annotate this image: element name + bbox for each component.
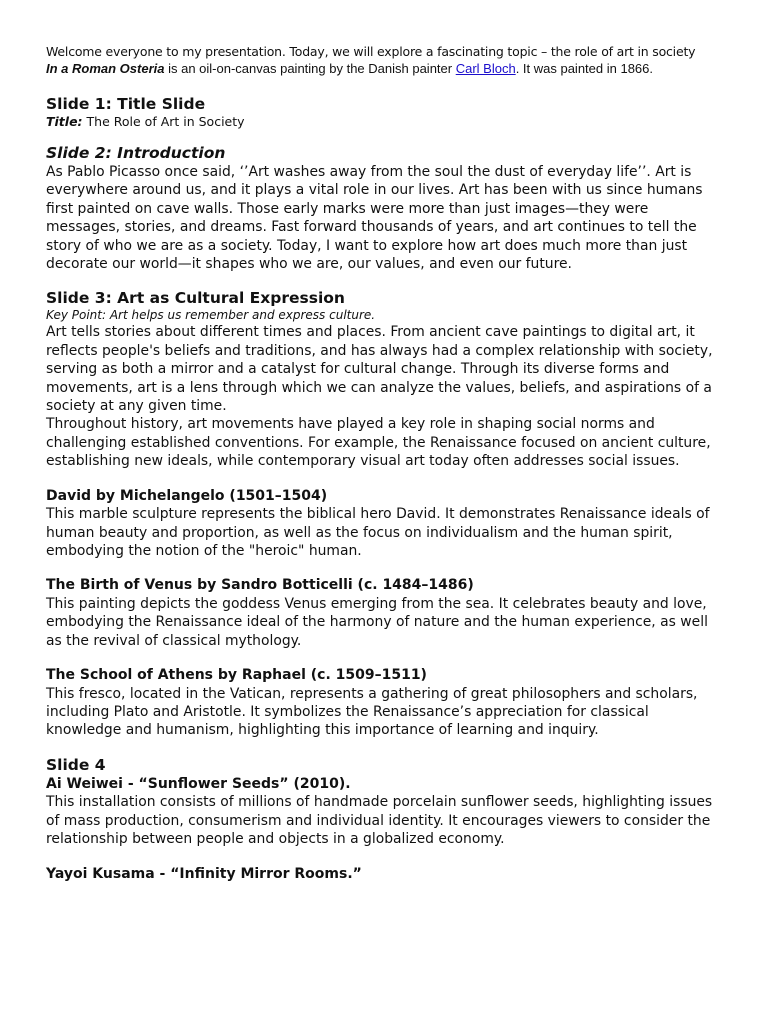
work-title-venus: The Birth of Venus by Sandro Botticelli (c. 1484–1486) (46, 577, 474, 594)
work-title-david: David by Michelangelo (1501–1504) (46, 487, 328, 504)
slide2-heading: Slide 2: Introduction (46, 144, 226, 162)
painting-title: In a Roman Osteria (46, 61, 165, 76)
work-title-kusama: Yayoi Kusama - “Infinity Mirror Rooms.” (46, 865, 362, 882)
work-title-athens: The School of Athens by Raphael (c. 1509–1511) (46, 667, 427, 684)
slide1-title (46, 114, 726, 130)
document-page (46, 43, 726, 883)
work-title-sunflower: Ai Weiwei - “Sunflower Seeds” (2010). (46, 775, 351, 792)
intro-line: Welcome everyone to my presentation. Today, we will explore a fascinating topic – the role of art in society (46, 44, 696, 59)
slide3-para-1: Art tells stories about different times and places. From ancient cave paintings to digital art, it reflects people's beliefs and traditions, and has always had a complex relationship with society, serving as both a mirror and a catalyst for cultural change. Through its diverse forms and movements, art is a lens through which we can analyze the values, beliefs, and aspirations of a society at any given time. (46, 324, 713, 415)
work-desc-venus: This painting depicts the goddess Venus emerging from the sea. It celebrates beauty and love, embodying the Renaissance ideal of the harmony of nature and the human experience, as well as the revival of classical mythology. (46, 595, 708, 649)
slide1-heading: Slide 1: Title Slide (46, 95, 206, 113)
slide4-heading: Slide 4 (46, 755, 106, 774)
slide3-heading: Slide 3: Art as Cultural Expression (46, 289, 345, 308)
slide2-body: As Pablo Picasso once said, ‘’Art washes away from the soul the dust of everyday life’’. Art is everywhere around us, and it plays a vital role in our lives. Art has been with us since humans first painted on cave walls. Those early marks were more than just images—they were messages, stories, and dreams. Fast forward thousands of years, and art continues to tell the story of who we are as a society. Today, I want to explore how art does much more than just decorate our world—it shapes who we are, our values, and even our future. (46, 164, 703, 273)
title-value: The Role of Art in Society (82, 114, 245, 129)
work-desc-david: This marble sculpture represents the biblical hero David. It demonstrates Renaissance ideals of human beauty and proportion, as well as the focus on individualism and the human spirit, embodying the notion of the "heroic" human. (46, 506, 710, 559)
title-label: Title: (46, 114, 83, 129)
painting-note-text: is an oil-on-canvas painting by the Danish painter (164, 61, 456, 76)
key-point: Key Point: Art helps us remember and express culture. (46, 308, 376, 323)
slide3-para-2: Throughout history, art movements have played a key role in shaping social norms and challenging established conventions. For example, the Renaissance focused on ancient culture, establishing new ideals, while contemporary visual art today often addresses social issues. (46, 416, 711, 470)
painter-link[interactable]: Carl Bloch (455, 61, 516, 76)
painting-note-end: . It was painted in 1866. (515, 61, 653, 76)
work-desc-athens: This fresco, located in the Vatican, represents a gathering of great philosophers and scholars, including Plato and Aristotle. It symbolizes the Renaissance’s appreciation for classical knowledge and humanism, highlighting this importance of learning and inquiry. (46, 685, 698, 739)
painting-note (46, 60, 726, 77)
work-desc-sunflower: This installation consists of millions of handmade porcelain sunflower seeds, highlighting issues of mass production, consumerism and individual identity. It encourages viewers to consider the relationship between people and objects in a globalized economy. (46, 794, 713, 848)
